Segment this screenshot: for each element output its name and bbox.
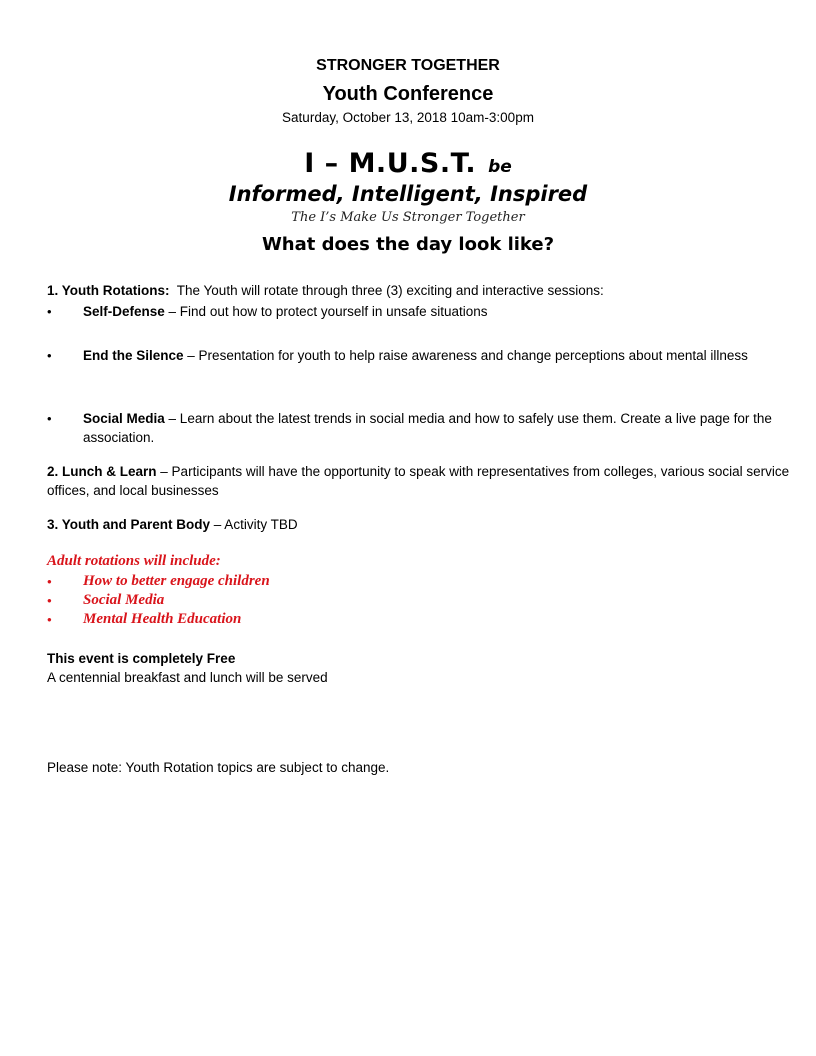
title-stronger-together: STRONGER TOGETHER bbox=[316, 57, 500, 74]
bullet-title: Self-Defense bbox=[83, 304, 165, 319]
bullet-icon: • bbox=[47, 612, 52, 627]
section-text: The Youth will rotate through three (3) exciting and interactive sessions: bbox=[176, 283, 604, 298]
bullet-desc: – Learn about the latest trends in social media and how to safely use them. Create a live page for the association. bbox=[83, 411, 772, 445]
change-note: Please note: Youth Rotation topics are subject to change. bbox=[47, 760, 390, 775]
theme-be: be bbox=[488, 157, 512, 177]
adult-rotations-heading: Adult rotations will include: bbox=[47, 553, 221, 569]
theme-main: I – M.U.S.T. bbox=[304, 148, 477, 179]
bullet-title: End the Silence bbox=[83, 348, 184, 363]
section-heading: 1. Youth Rotations: bbox=[47, 283, 170, 298]
event-date: Saturday, October 13, 2018 10am-3:00pm bbox=[282, 110, 534, 125]
theme-title bbox=[0, 148, 816, 179]
schedule-question: What does the day look like? bbox=[261, 234, 555, 255]
theme-subtitle: Informed, Intelligent, Inspired bbox=[228, 182, 588, 206]
section-text: – Participants will have the opportunity to speak with representatives from colleges, various social service offices, and local businesses bbox=[47, 464, 790, 498]
tagline: The I’s Make Us Stronger Together bbox=[291, 210, 525, 225]
title-youth-conference: Youth Conference bbox=[322, 83, 494, 105]
free-event-heading bbox=[47, 649, 792, 668]
bullet-desc: – Presentation for youth to help raise awareness and change perceptions about mental illness bbox=[187, 348, 748, 363]
bullet-desc: – Find out how to protect yourself in unsafe situations bbox=[168, 304, 488, 319]
section-youth-rotations bbox=[47, 281, 792, 300]
adult-item: How to better engage children bbox=[83, 573, 270, 589]
section-text: – Activity TBD bbox=[213, 517, 298, 532]
section-lunch-learn bbox=[47, 462, 792, 500]
adult-item: Social Media bbox=[83, 592, 165, 608]
bullet-icon: • bbox=[47, 411, 52, 426]
meal-note: A centennial breakfast and lunch will be served bbox=[47, 670, 328, 685]
bullet-icon: • bbox=[47, 304, 52, 319]
bullet-title: Social Media bbox=[83, 411, 165, 426]
bullet-icon: • bbox=[47, 574, 52, 589]
section-youth-parent bbox=[47, 515, 792, 534]
section-heading: 3. Youth and Parent Body bbox=[47, 517, 211, 532]
bullet-icon: • bbox=[47, 593, 52, 608]
adult-item: Mental Health Education bbox=[83, 611, 242, 627]
section-heading: 2. Lunch & Learn bbox=[47, 464, 157, 479]
free-heading-text: This event is completely Free bbox=[47, 651, 236, 666]
bullet-icon: • bbox=[47, 348, 52, 363]
